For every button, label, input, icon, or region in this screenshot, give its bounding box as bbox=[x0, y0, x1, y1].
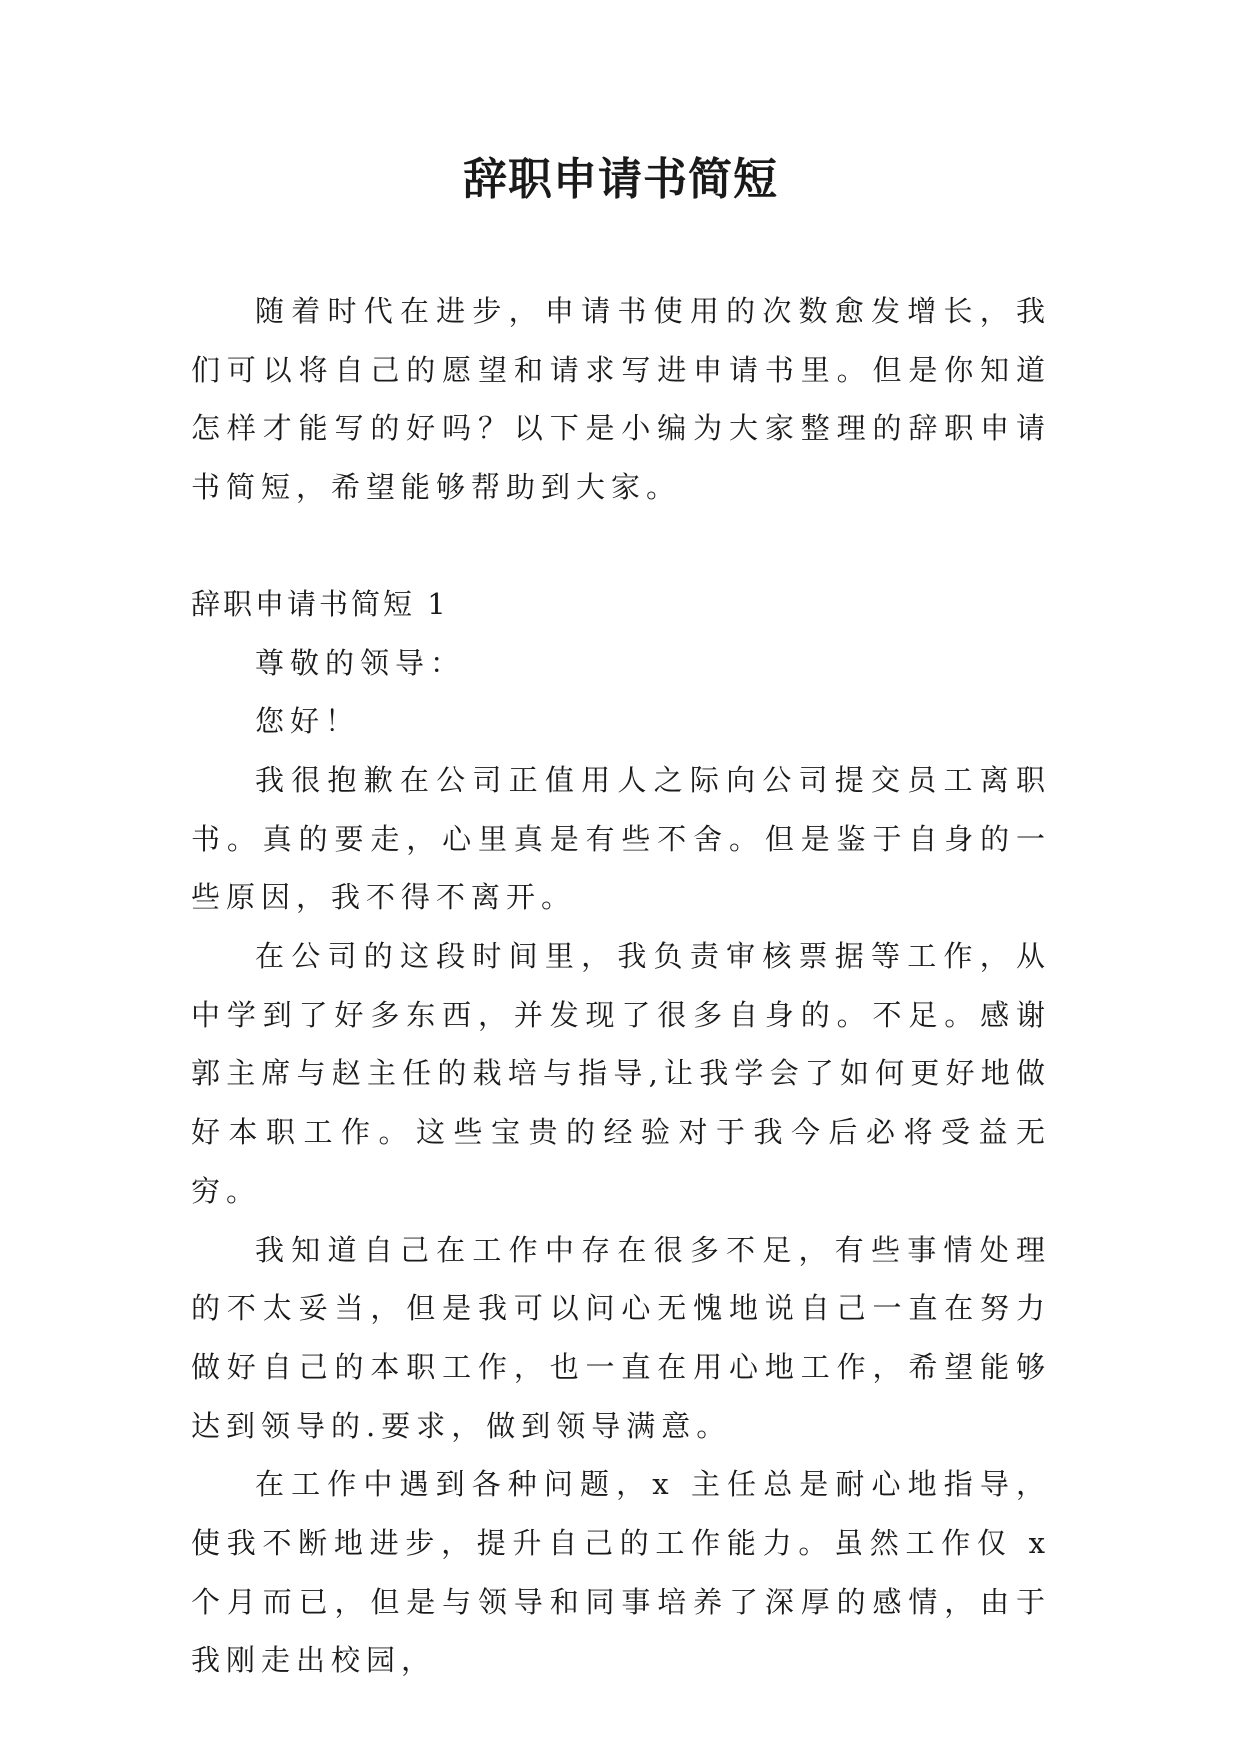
document-title: 辞职申请书简短 bbox=[463, 154, 778, 205]
greeting: 您好！ bbox=[255, 704, 361, 739]
intro-paragraph: 随着时代在进步，申请书使用的次数愈发增长，我们可以将自己的愿望和请求写进申请书里。但是你知道怎样才能写的好吗？以下是小编为大家整理的辞职申请书简短，希望能够帮助到大家。 bbox=[191, 294, 1051, 505]
body-paragraph-4: 在工作中遇到各种问题，x 主任总是耐心地指导，使我不断地进步，提升自己的工作能力。虽然工作仅 x 个月而已，但是与领导和同事培养了深厚的感情，由于我刚走出校园， bbox=[191, 1467, 1051, 1678]
body-paragraph-2: 在公司的这段时间里，我负责审核票据等工作，从中学到了好多东西，并发现了很多自身的。不足。感谢郭主席与赵主任的栽培与指导,让我学会了如何更好地做好本职工作。这些宝贵的经验对于我今后必将受益无穷。 bbox=[191, 939, 1051, 1208]
section-heading: 辞职申请书简短 1 bbox=[191, 586, 449, 621]
spacer bbox=[191, 517, 1051, 575]
body-paragraph-3: 我知道自己在工作中存在很多不足，有些事情处理的不太妥当，但是我可以问心无愧地说自己一直在努力做好自己的本职工作，也一直在用心地工作，希望能够达到领导的.要求，做到领导满意。 bbox=[191, 1232, 1051, 1443]
document-body bbox=[191, 282, 1051, 1690]
salutation: 尊敬的领导： bbox=[255, 645, 466, 680]
body-paragraph-1: 我很抱歉在公司正值用人之际向公司提交员工离职书。真的要走，心里真是有些不舍。但是鉴于自身的一些原因，我不得不离开。 bbox=[191, 762, 1051, 915]
